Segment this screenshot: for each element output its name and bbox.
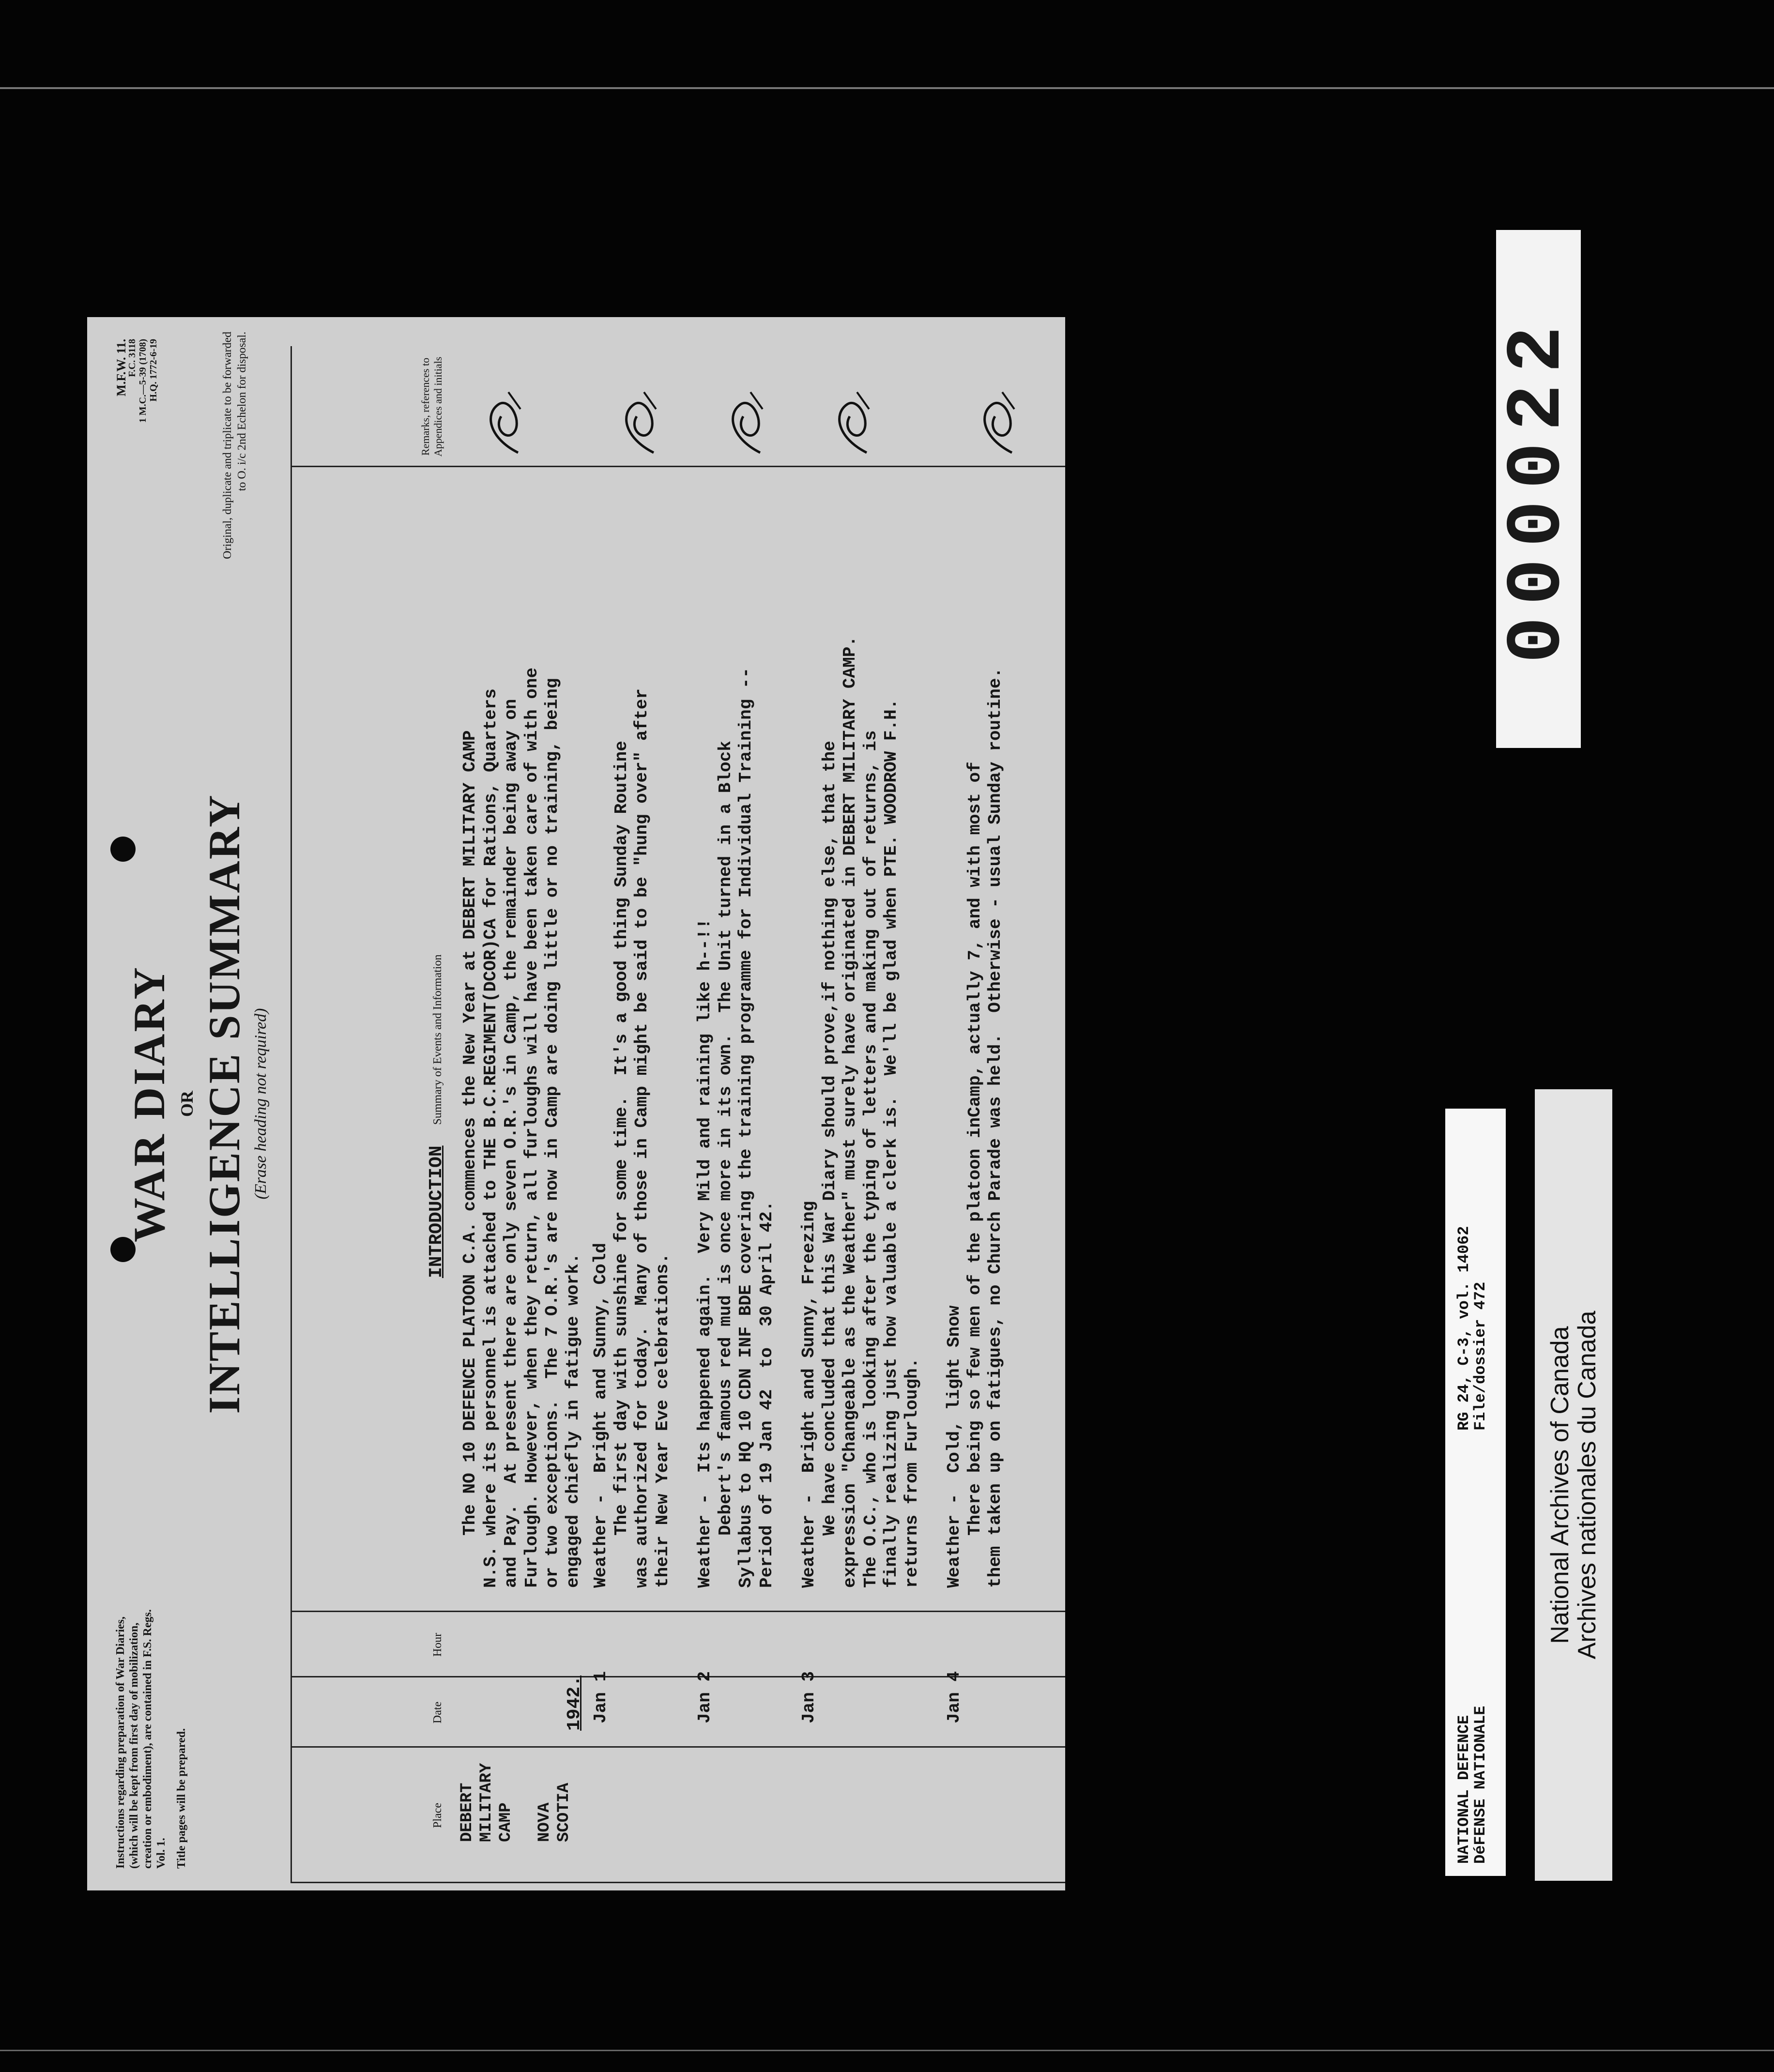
distribution-line: to O. i/c 2nd Echelon for disposal.: [236, 332, 248, 491]
national-archives-label: [1535, 1089, 1612, 1881]
war-diary-sheet: [87, 317, 1065, 1890]
form-subtitle: INTELLIGENCE SUMMARY: [199, 793, 249, 1414]
entry-date: Jan 2: [695, 1671, 715, 1723]
archives-french: Archives nationales du Canada: [1573, 1310, 1601, 1660]
form-ref: 1 M.C.—5-39 (1708): [138, 339, 148, 423]
form-code: M.F.W. 11.: [114, 339, 128, 396]
col-header-place: Place: [431, 1803, 444, 1828]
handwritten-initials: [726, 390, 770, 457]
instructions-text: Instructions regarding preparation of War Diaries, (which will be kept from first day of mobilization, creation or embodiment), are contained in F.S. Regs. Vol. 1.: [114, 1609, 168, 1869]
microfilm-frame-number: 000022: [1496, 230, 1581, 748]
handwritten-initials: [833, 390, 876, 457]
diary-entry-intro: The NO 10 DEFENCE PLATOON C.A. commences the New Year at DEBERT MILITARY CAMP N.S. where its personnel is attached to THE B.C.REGIMENT(DCOR)CA for Rations, Quarters and Pay. At present there are only seven O.R.'s in Camp, the remainder being away on Furlough. However, when they return, all furloughs will have been taken care of with one or two exceptions. The 7 O.R.'s are now in Camp are doing little or no training, being engaged chiefly in fatigue work.: [460, 667, 583, 1588]
form-ref: H.Q. 1772-6-19: [148, 339, 159, 402]
national-defence-label: NATIONAL DEFENCE DéFENSE NATIONALE: [1455, 1706, 1489, 1864]
title-pages-note: Title pages will be prepared.: [175, 1728, 188, 1869]
form-ref: F.C. 3118: [127, 339, 138, 377]
handwritten-initials: [978, 390, 1022, 457]
form-or: OR: [177, 1091, 197, 1117]
entry-date: Jan 1: [591, 1671, 611, 1723]
distribution-line: Original, duplicate and triplicate to be forwarded: [221, 332, 234, 559]
year-entry: 1942.: [564, 1675, 585, 1731]
instructions-block: [114, 1607, 188, 1869]
form-title: WAR DIARY: [124, 965, 174, 1243]
place-entry: DEBERT MILITARY CAMP NOVA SCOTIA: [458, 1763, 573, 1842]
diary-entry: Weather - Bright and Sunny, Cold The first day with sunshine for some time. It's a good thing Sunday Routine was authorized for today. Many of those in Camp might be said to be "hung over" after their New Year Eve celebrations.: [591, 688, 673, 1588]
introduction-heading: INTRODUCTION: [426, 1145, 447, 1278]
entry-date: Jan 3: [799, 1671, 819, 1723]
entry-date: Jan 4: [944, 1671, 964, 1723]
distribution-note: [220, 332, 249, 719]
col-header-date: Date: [431, 1701, 444, 1724]
top-frame-rule: [0, 87, 1774, 89]
col-header-hour: Hour: [431, 1632, 444, 1657]
col-header-summary: Summary of Events and Information: [431, 954, 444, 1125]
record-group-label: RG 24, C-3, vol. 14062 File/dossier 472: [1455, 1226, 1489, 1431]
form-codes: [116, 339, 159, 566]
diary-entry: Weather - Cold, light Snow There being so few men of the platoon inCamp, actually 7, and with most of them taken up on fatigues, no Church Parade was held. Otherwise - usual Sunday routine.: [944, 667, 1005, 1588]
col-header-remarks: Remarks, references to Appendices and initials: [419, 356, 444, 457]
handwritten-initials: [620, 390, 663, 457]
archive-reference-label: [1445, 1109, 1506, 1876]
handwritten-initials: [484, 390, 528, 457]
erase-note: (Erase heading not required): [252, 1008, 270, 1200]
diary-entry: Weather - Bright and Sunny, Freezing We have concluded that this War Diary should prove,if nothing else, that the expression "Changeable as the Weather" must surely have originated in DEBERT MILITARY CAMP. The O.C., who is looking after the typing of letters and making out of returns, is finally realizing just how valuable a clerk is. We'll be glad when PTE. WOODROW F.H. returns from Furlough.: [799, 636, 922, 1588]
war-diary-page: [87, 317, 1065, 1890]
archives-english: National Archives of Canada: [1546, 1326, 1574, 1644]
diary-entry: Weather - Its happened again. Very Mild and raining like h--!! Debert's famous red mud is once more in its own. The Unit turned in a Block Syllabus to HQ 10 CDN INF BDE covering the training programme for Individual Training -- Period of 19 Jan 42 to 30 April 42.: [695, 667, 777, 1588]
bottom-frame-rule: [0, 2050, 1774, 2051]
